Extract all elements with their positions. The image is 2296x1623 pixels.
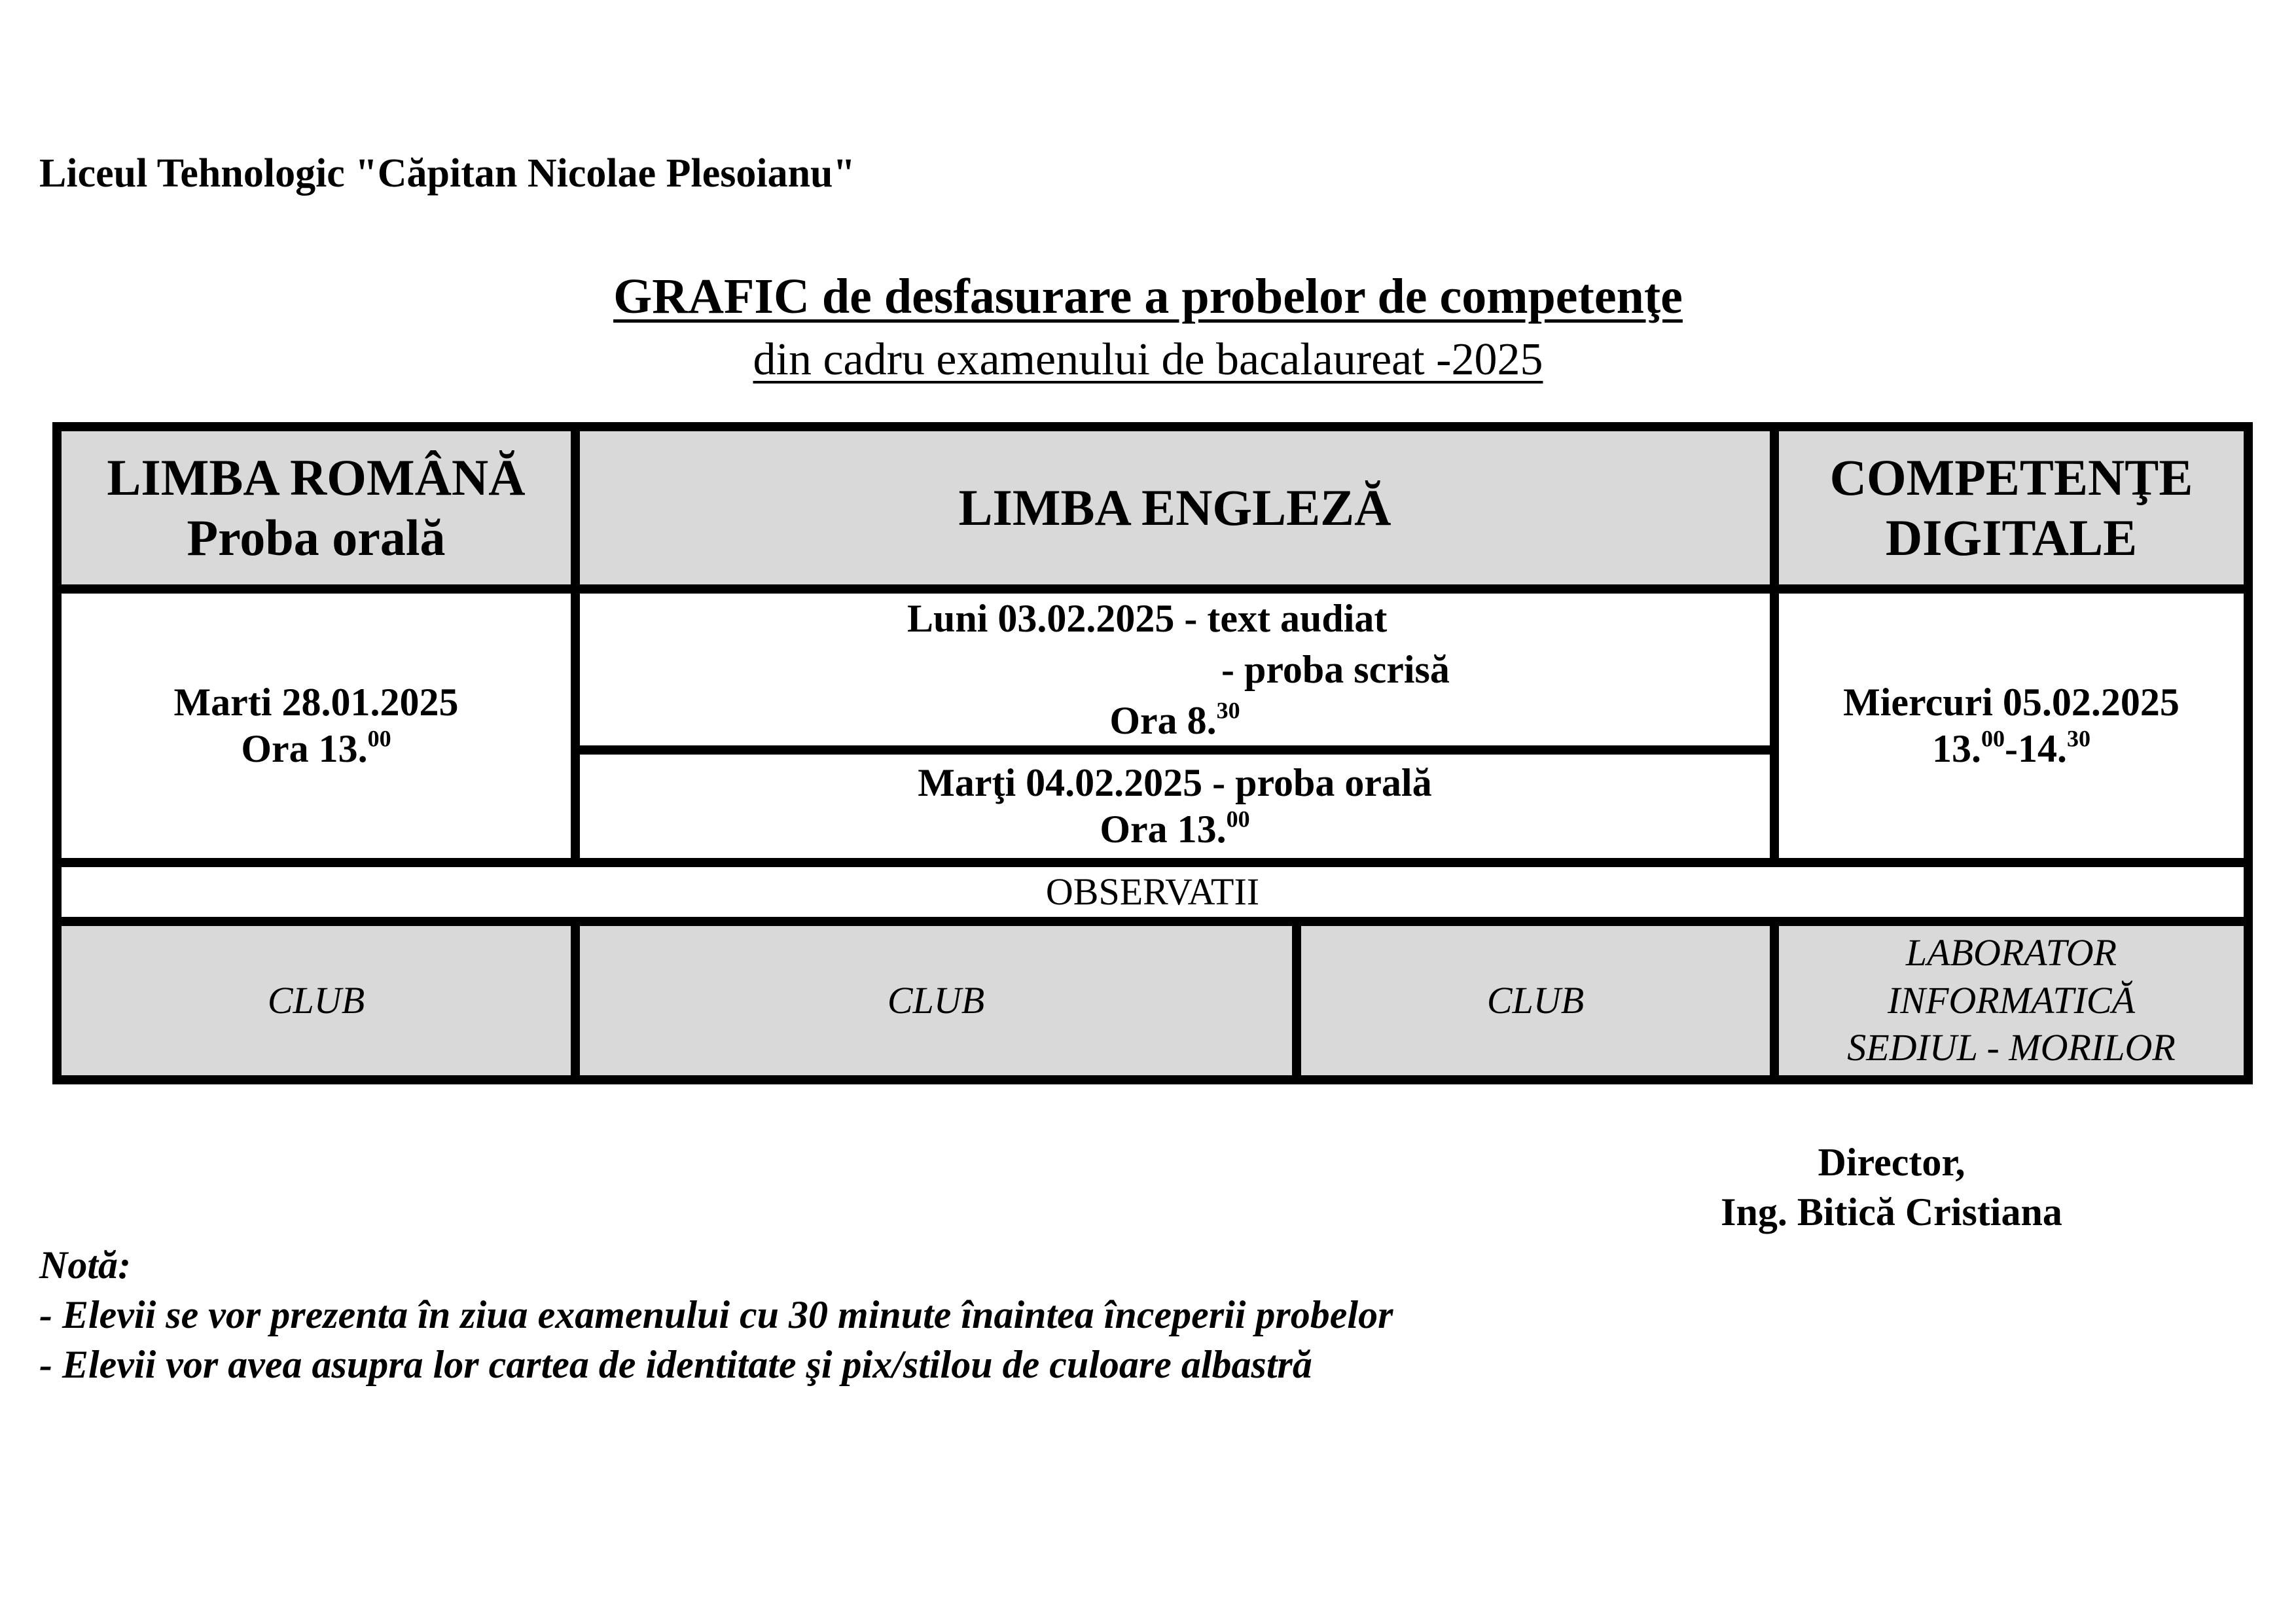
nota-section [39, 1240, 1393, 1390]
engleza-oral-time: Ora 13.00 [1100, 806, 1250, 851]
nota-label: Notă: [39, 1243, 131, 1287]
location-engleza-1: CLUB [887, 978, 985, 1022]
laborator-line2: INFORMATICĂ [1887, 978, 2136, 1022]
location-cell-romana [52, 917, 580, 1084]
engleza-oral-line1: Marţi 04.02.2025 - proba orală [918, 761, 1432, 805]
header-limba-romana [52, 422, 580, 594]
nota-line-2: - Elevii vor avea asupra lor cartea de identitate şi pix/stilou de culoare albastră [39, 1343, 1312, 1387]
document-title: GRAFIC de desfasurare a probelor de competenţe [613, 269, 1683, 324]
romana-time: Ora 13.00 [241, 725, 391, 770]
romana-date: Marti 28.01.2025 [173, 681, 459, 724]
header-competente-digitale [1770, 422, 2253, 594]
document-subtitle: din cadru examenului de bacalaureat -2025 [753, 334, 1543, 385]
header-digitale-title-2: DIGITALE [1885, 509, 2138, 566]
nota-line-1: - Elevii se vor prezenta în ziua examenului cu 30 minute înaintea începerii probelor [39, 1293, 1393, 1337]
header-digitale-title-1: COMPETENŢE [1829, 448, 2193, 506]
header-romana-subtitle: Proba orală [187, 509, 446, 566]
digitale-schedule-cell [1770, 584, 2253, 867]
laborator-line3: SEDIUL - MORILOR [1847, 1026, 2176, 1069]
header-limba-engleza [571, 422, 1779, 594]
engleza-written-line2: - proba scrisă [1221, 648, 1450, 691]
school-name: Liceul Tehnologic "Căpitan Nicolae Plesoianu" [39, 151, 855, 196]
location-engleza-2: CLUB [1486, 978, 1585, 1022]
engleza-oral-cell [571, 745, 1779, 867]
observatii-row [52, 858, 2253, 926]
observatii-label: OBSERVATII [1045, 870, 1260, 913]
location-romana: CLUB [267, 978, 365, 1022]
location-cell-digitale [1770, 917, 2253, 1084]
location-cell-engleza-2 [1292, 917, 1779, 1084]
director-title: Director, [1818, 1141, 1965, 1184]
engleza-written-time: Ora 8.30 [1109, 697, 1240, 742]
laborator-line1: LABORATOR [1905, 931, 2117, 974]
digitale-time: 13.00-14.30 [1932, 725, 2090, 770]
header-engleza-title: LIMBA ENGLEZĂ [958, 478, 1391, 536]
director-name: Ing. Bitică Cristiana [1721, 1190, 2062, 1234]
location-cell-engleza-1 [571, 917, 1301, 1084]
header-romana-title: LIMBA ROMÂNĂ [107, 448, 526, 506]
engleza-written-line1: Luni 03.02.2025 - text audiat [907, 597, 1388, 640]
digitale-date: Miercuri 05.02.2025 [1843, 681, 2179, 724]
romana-schedule-cell [52, 584, 580, 867]
director-signature [1695, 1137, 2088, 1237]
engleza-written-cell [571, 584, 1779, 755]
